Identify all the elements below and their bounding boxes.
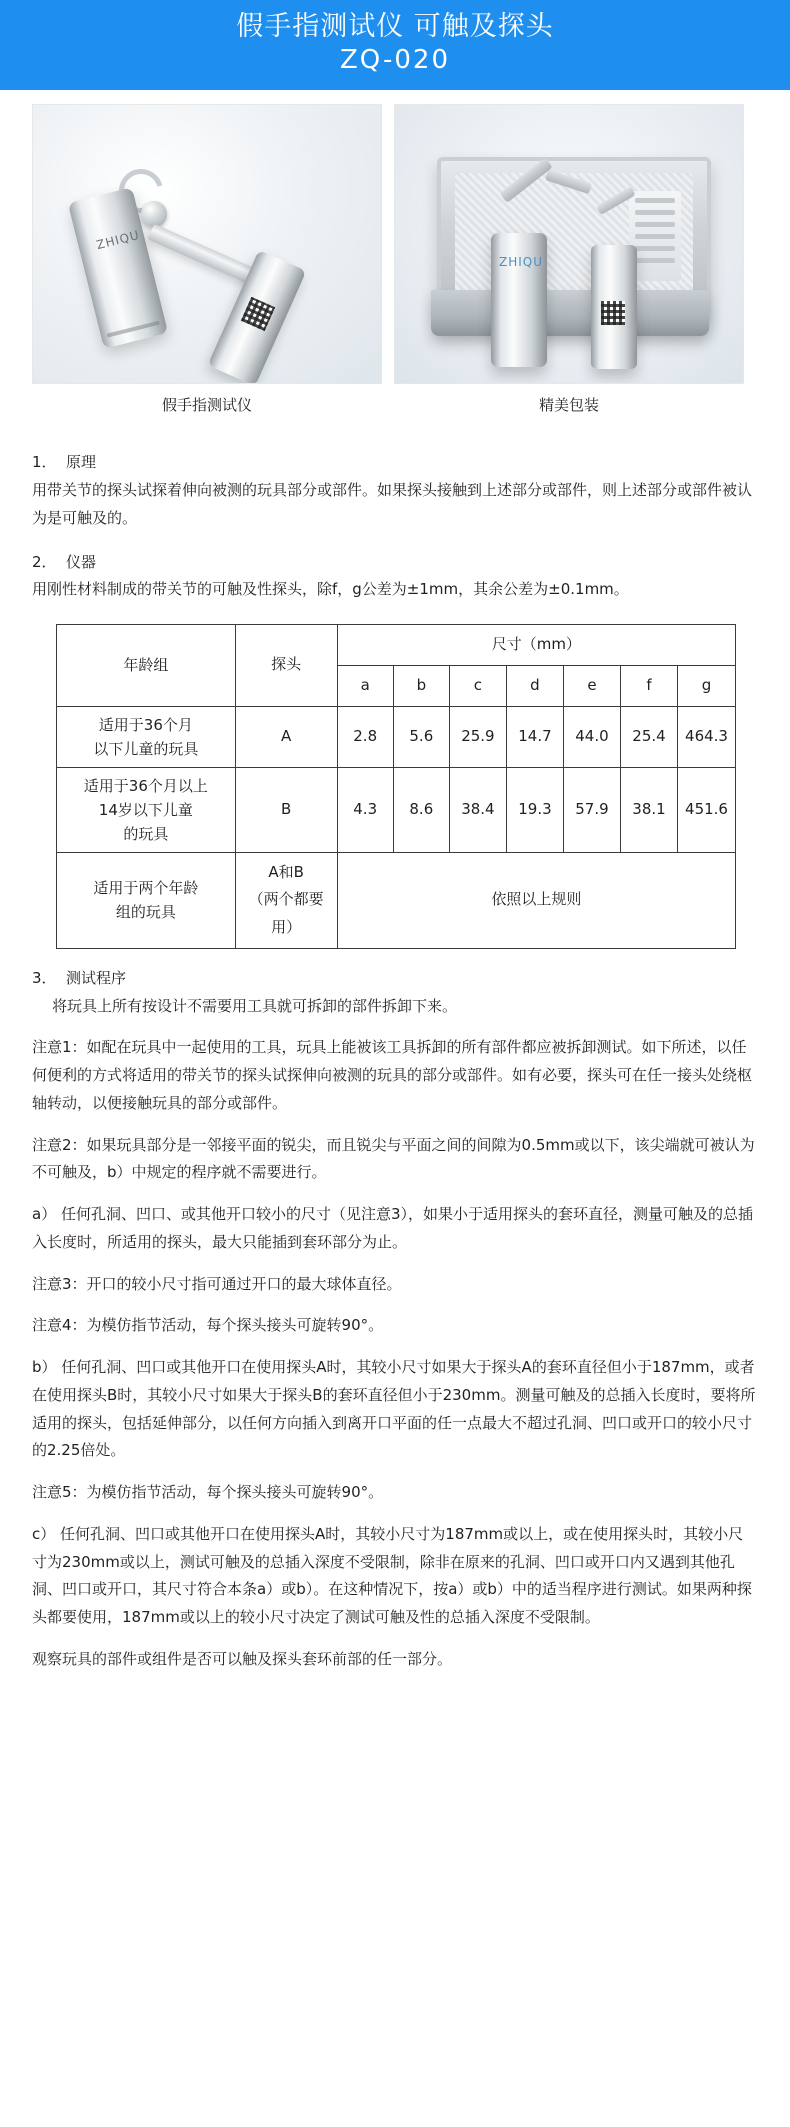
item-a: a） 任何孔洞、凹口、或其他开口较小的尺寸（见注意3），如果小于适用探头的套环直径，测量可触及的总插入长度时，所适用的探头，最大只能插到套环部分为止。: [32, 1205, 754, 1251]
section-paragraph-procedure: 将玩具上所有按设计不需要用工具就可拆卸的部件拆卸下来。: [52, 996, 458, 1015]
joint-icon: [141, 201, 167, 227]
note-1: 注意1：如配在玩具中一起使用的工具，玩具上能被该工具拆卸的所有部件都应被拆卸测试。如下所述，以任何便利的方式将适用的带关节的探头试探伸向被测的玩具的部分或部件。如有必要，探头可在任一接头处绕枢轴转动，以便接触玩具的部分或部件。: [32, 1038, 753, 1112]
cell-dim-e: 44.0: [563, 706, 620, 767]
photo-caption: 精美包装: [538, 396, 599, 415]
cell-dim-f: 25.4: [620, 706, 677, 767]
probe-body-a: [491, 233, 547, 367]
cell-probe: [235, 852, 337, 948]
cell-dim-e: 57.9: [563, 767, 620, 852]
cell-rule: 依照以上规则: [337, 852, 735, 948]
page-header: [0, 0, 790, 90]
model-number: ZQ-020: [339, 44, 450, 75]
dim-label-a: a: [337, 665, 393, 706]
dim-label-f: f: [620, 665, 677, 706]
document-body: [0, 415, 790, 1703]
note-5: 注意5：为模仿指节活动，每个探头接头可旋转90°。: [32, 1483, 384, 1501]
item-b: b） 任何孔洞、凹口或其他开口在使用探头A时，其较小尺寸如果大于探头A的套环直径但小于187mm，或者在使用探头B时，其较小尺寸如果大于探头B的套环直径但小于230mm。测量可触及的总插入长度时，要将所适用的探头，包括延伸部分，以任何方向插入到离开口平面的任一点最大不超过孔洞、凹口或开口的较小尺寸的2.25倍处。: [32, 1358, 756, 1460]
closing-statement: 观察玩具的部件或组件是否可以触及探头套环前部的任一部分。: [32, 1649, 453, 1668]
section-title: 测试程序: [66, 968, 127, 987]
section-heading-instrument: [32, 549, 758, 577]
cell-dim-a: 4.3: [337, 767, 393, 852]
section-heading-principle: [32, 449, 758, 477]
age-group-line1: 适用于36个月以上: [83, 776, 208, 795]
dim-label-d: d: [506, 665, 563, 706]
dim-label-b: b: [393, 665, 449, 706]
cell-dim-g: 451.6: [678, 767, 736, 852]
cell-age-group: [57, 767, 236, 852]
probe-line2: （两个都要用）: [248, 890, 324, 936]
photo-gallery: [0, 90, 790, 415]
age-group-line2: 14岁以下儿童: [98, 800, 193, 819]
photo-item-package: [394, 104, 744, 415]
section-paragraph-principle: 用带关节的探头试探着伸向被测的玩具部分或部件。如果探头接触到上述部分或部件，则上述部分或部件被认为是可触及的。: [32, 481, 753, 527]
section-number: 3．: [32, 968, 57, 987]
cell-dim-a: 2.8: [337, 706, 393, 767]
cell-dim-c: 38.4: [449, 767, 506, 852]
note-4: 注意4：为模仿指节活动，每个探头接头可旋转90°。: [32, 1316, 384, 1335]
table-row: [57, 852, 736, 948]
probe-dimension-table: [56, 624, 736, 949]
qr-code-icon: [601, 301, 625, 325]
section-paragraph-instrument: 用刚性材料制成的带关节的可触及性探头，除f，g公差为±1mm，其余公差为±0.1mm。: [32, 580, 629, 599]
age-group-line3: 的玩具: [123, 824, 169, 843]
table-row: [57, 767, 736, 852]
header-age-group: 年龄组: [57, 625, 236, 707]
cell-age-group: [57, 852, 236, 948]
section-number: 2．: [32, 552, 57, 571]
cell-probe: B: [235, 767, 337, 852]
cell-dim-d: 19.3: [506, 767, 563, 852]
cell-age-group: [57, 706, 236, 767]
package-photo: [394, 104, 744, 384]
dim-label-c: c: [449, 665, 506, 706]
cell-dim-f: 38.1: [620, 767, 677, 852]
dim-label-e: e: [563, 665, 620, 706]
cell-dim-b: 8.6: [393, 767, 449, 852]
brand-label: ZHIQU: [94, 228, 142, 253]
cell-dim-d: 14.7: [506, 706, 563, 767]
section-number: 1．: [32, 453, 57, 472]
dim-label-g: g: [678, 665, 736, 706]
cell-dim-c: 25.9: [449, 706, 506, 767]
probe-line1: A和B: [268, 862, 304, 881]
age-group-line1: 适用于36个月: [98, 715, 193, 734]
header-probe: 探头: [235, 625, 337, 707]
page-title: 假手指测试仪 可触及探头: [236, 11, 554, 42]
section-title: 仪器: [66, 552, 97, 571]
table-row: [57, 706, 736, 767]
header-size: 尺寸（mm）: [337, 625, 735, 666]
probe-photo: [32, 104, 382, 384]
photo-item-probe: [32, 104, 382, 415]
note-3: 注意3：开口的较小尺寸指可通过开口的最大球体直径。: [32, 1274, 402, 1293]
age-group-line2: 组的玩具: [115, 903, 176, 922]
cell-probe: A: [235, 706, 337, 767]
age-group-line2: 以下儿童的玩具: [93, 739, 199, 758]
section-title: 原理: [66, 453, 97, 472]
cell-dim-g: 464.3: [678, 706, 736, 767]
cell-dim-b: 5.6: [393, 706, 449, 767]
age-group-line1: 适用于两个年龄: [93, 879, 199, 898]
note-2: 注意2：如果玩具部分是一邻接平面的锐尖，而且锐尖与平面之间的间隙为0.5mm或以下，该尖端就可被认为不可触及，b）中规定的程序就不需要进行。: [32, 1135, 755, 1182]
section-heading-procedure: [32, 965, 758, 993]
photo-caption: 假手指测试仪: [161, 396, 252, 415]
table-header-row: [57, 625, 736, 666]
case-lid: [431, 290, 709, 336]
item-c: c） 任何孔洞、凹口或其他开口在使用探头A时，其较小尺寸为187mm或以上，或在使用探头时，其较小尺寸为230mm或以上，测试可触及的总插入深度不受限制，除非在原来的孔洞、凹口或开口内又遇到其他孔洞、凹口或开口，其尺寸符合本条a）或b）。在这种情况下，按a）或b）中的适当程序进行测试。如果两种探头都要使用，187mm或以上的较小尺寸决定了测试可触及性的总插入深度不受限制。: [32, 1524, 752, 1626]
brand-label: ZHIQU: [499, 255, 544, 270]
